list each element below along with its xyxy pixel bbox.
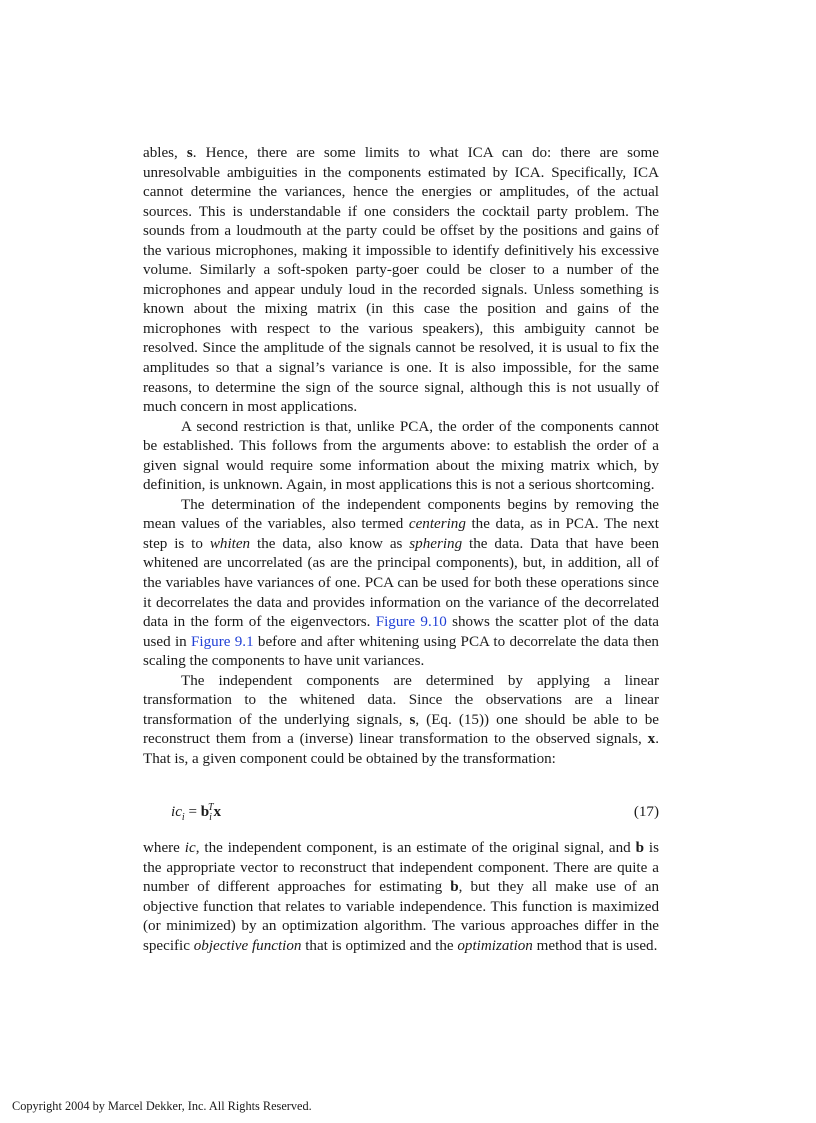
- equation-expression: [171, 803, 221, 823]
- text-span: that is optimized and the: [301, 937, 458, 954]
- copyright-footer: Copyright 2004 by Marcel Dekker, Inc. All Rights Reserved.: [12, 1099, 312, 1113]
- text-span: The independent components are determined by applying a linear transformation to the whitened data. Since the observations are a linear transformation of the underlying signals,: [143, 672, 659, 728]
- eq-subscript: i: [209, 812, 212, 824]
- text-span: where: [143, 840, 185, 856]
- eq-x: x: [213, 804, 222, 820]
- text-span: the data, also know as: [250, 535, 410, 552]
- italic-term: whiten: [209, 535, 251, 552]
- paragraph-3: [143, 496, 659, 672]
- equation-number: (17): [633, 804, 659, 820]
- paragraph-1: [143, 144, 659, 418]
- bold-symbol: b: [450, 879, 459, 896]
- text-span: before and after whitening using PCA to decorrelate the data then scaling the components to have unit variances.: [143, 633, 659, 670]
- bold-symbol: x: [647, 731, 656, 748]
- italic-term: centering: [408, 516, 466, 533]
- italic-term: objective function: [193, 937, 302, 954]
- eq-subscript: i: [181, 812, 185, 824]
- figure-9-1-link[interactable]: Figure 9.1: [191, 633, 254, 650]
- paragraph-2: A second restriction is that, unlike PCA, the order of the components cannot be established. This follows from the arguments above: to establish the order of a given signal would require some information about the mixing matrix which, by definition, is unknown. Again, in most applications this is not a serious shortcoming.: [143, 418, 659, 494]
- text-span: is the appropriate vector to reconstruct that independent component. There are quite a number of different approaches for estimating: [143, 840, 659, 896]
- text-span: . That is, a given component could be obtained by the transformation:: [143, 731, 659, 767]
- paragraph-4: [143, 672, 659, 770]
- italic-term: optimization: [457, 937, 533, 954]
- paragraph-5: [143, 839, 659, 956]
- text-span: method that is used.: [532, 937, 658, 954]
- text-span: The determination of the independent components begins by removing the mean values of the variables, also termed: [143, 496, 659, 533]
- eq-b: b: [200, 804, 210, 820]
- text-span: shows the scatter plot of the data used in: [143, 614, 659, 650]
- text-span: , but they all make use of an objective function that relates to variable independence. This function is maximized (or minimized) by an optimization algorithm. The various approaches differ in the specific: [143, 879, 659, 954]
- text-span: the data. Data that have been whitened are uncorrelated (as are the principal components), but, in addition, all of the variables have variances of one. PCA can be used for both these operations since it decorrelates the data and provides information on the variance of the decorrelated data in the form of the eigenvectors.: [143, 535, 660, 631]
- text-span: ables,: [143, 145, 187, 161]
- bold-symbol: s: [186, 145, 193, 161]
- eq-superscript: T: [207, 801, 214, 813]
- main-text: [143, 144, 659, 770]
- text-span: . Hence, there are some limits to what ICA can do: there are some unresolvable ambiguities in the components estimated by ICA. Specifically, ICA cannot determine the variances, hence the energies or amplitudes, of the actual sources. This is understandable if one considers the cocktail party problem. The sounds from a loudmouth at the party could be offset by the positions and gains of the various microphones, making it impossible to identify definitively his excessive volume. Similarly a soft-spoken party-goer could be closer to a number of the microphones and appear unduly loud in the recorded signals. Unless something is known about the mixing matrix (in this case the position and gains of the microphones with respect to the various speakers), this ambiguity cannot be resolved. Since the amplitude of the signals cannot be resolved, it is usual to fix the amplitudes so that a signal’s variance is one. It is also impossible, for the same reasons, to determine the sign of the source signal, although this is not usually of much concern in most applications.: [143, 145, 660, 416]
- figure-9-10-link[interactable]: Figure 9.10: [375, 614, 447, 631]
- text-span: the data, as in PCA. The next step is to: [143, 516, 659, 552]
- eq-ic: ic: [171, 804, 182, 820]
- text-span: , (Eq. (15)) one should be able to be reconstruct them from a (inverse) linear transformation to the observed signals,: [143, 711, 659, 748]
- italic-term: sphering: [409, 535, 463, 552]
- italic-term: ic: [184, 840, 196, 856]
- text-span: , the independent component, is an estimate of the original signal, and: [195, 840, 636, 856]
- eq-equals: =: [184, 804, 201, 820]
- bold-symbol: s: [409, 711, 416, 728]
- bold-symbol: b: [635, 840, 645, 856]
